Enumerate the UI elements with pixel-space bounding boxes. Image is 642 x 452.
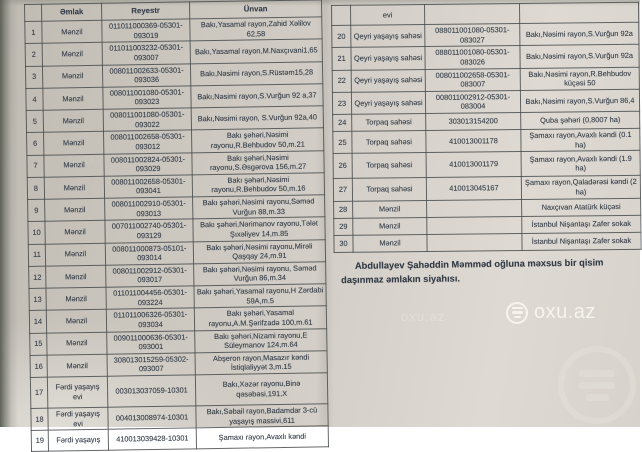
cell-unvan: Bakı,Nəsimi rayon, S.Vurğun 92a,40 [191,106,323,130]
cell-unvan: Bakı şəhəri,Nizami rayonu,E Süleymanov 124,m.64 [195,328,327,352]
cell-emlak: evi [351,5,425,26]
header-emlak: Əmlak [42,3,102,21]
cell-reyestr: 410013001179 [426,152,521,178]
ghost-watermark: oxu.az [79,148,128,168]
cell-reyestr: 008011002912-05301-083004 [425,90,520,113]
header-num [25,4,42,21]
cell-num: 29 [334,218,353,235]
cell-reyestr: 011011006326-05301-093034 [106,308,194,332]
cell-emlak: Torpaq sahəsi [352,114,426,132]
cell-unvan: Bakı şəhəri,Yasamal rayonu,H Zərdabi 59A,m.5 [194,284,326,308]
cell-reyestr: 088011001080-05301-083026 [425,46,520,69]
cell-reyestr: 004013008974-10301 [108,406,196,430]
cell-unvan: Bakı,Yasamal rayon,M.Naxçıvani1,65 [190,39,322,63]
cell-emlak: Mənzil [46,265,106,288]
table-row [334,232,641,252]
cell-emlak: Qeyri yaşayış sahəsi [351,47,425,70]
cell-num: 8 [27,177,44,200]
cell-reyestr: 008011001080-05301-093023 [103,86,191,110]
cell-num: 23 [332,92,351,114]
table-row [332,45,639,70]
cell-reyestr: 011011003232-05301-093007 [102,41,190,65]
ghost-watermark: oxu.az [615,39,632,87]
cell-unvan: Quba şəhəri (0,8007 ha) [521,111,640,129]
cell-emlak: Qeyri yaşayış sahəsi [351,69,425,92]
cell-num: 12 [29,266,46,289]
cell-unvan: Bakı,Xəzər rayonu,Binə qəsəbəsi,191,X [195,373,327,406]
cell-emlak: Fərdi yaşayış [48,429,108,451]
cell-emlak: Mənzil [45,198,105,221]
header-reyestr: Reyestr [101,2,189,20]
cell-num: 28 [334,201,353,218]
cell-reyestr: 008011002824-05301-093029 [104,152,192,176]
cell-emlak: Mənzil [44,154,104,177]
table-row [333,128,640,153]
ghost-logo-icon [558,346,636,424]
cell-emlak: Mənzil [42,65,102,88]
cell-emlak: Mənzil [47,332,107,355]
cell-num: 9 [28,199,45,222]
cell-emlak: Mənzil [43,109,103,132]
cell-unvan: Bakı şəhəri,Nəsimi rayonu, Səməd Vurğun 86,m.34 [194,262,326,286]
cell-emlak: Torpaq sahəsi [352,153,426,179]
cell-reyestr: 410013039428-10301 [108,428,196,450]
cell-unvan: Bakı,Yasamal rayon,Zahid Xəlilov 62,58 [190,17,322,41]
cell-unvan: Bakı,Nəsimi rayon,R.Behbudov küçəsi 50 [520,67,639,90]
cell-reyestr: 410013001178 [426,130,521,153]
cell-unvan: İstanbul Nişantaşı Zafer sokak [522,215,641,233]
cell-num [332,5,351,25]
cell-reyestr: 008011002658-05301-093041 [104,175,192,199]
cell-num: 3 [25,66,42,89]
cell-unvan: Bakı şəhəri,Nəsimi rayonu,R.Behbudov 50,m.21 [192,128,324,152]
property-table-left [24,0,329,452]
cell-num: 20 [332,25,351,47]
cell-emlak: Mənzil [46,309,106,332]
cell-emlak: Mənzil [353,200,427,218]
cell-emlak: Mənzil [42,20,102,43]
cell-reyestr: 003013037059-10301 [107,375,195,407]
cell-reyestr: 007011002740-05301-093129 [105,219,193,243]
cell-emlak: Torpaq sahəsi [352,178,426,201]
cell-num: 25 [333,131,352,153]
cell-num: 11 [28,244,45,267]
cell-reyestr: 008011002910-05301-093013 [105,197,193,221]
cell-num: 4 [26,88,43,111]
cell-reyestr [427,233,522,251]
table-row [31,426,328,452]
cell-unvan: Bakı,Nəsimi rayon,S.Rüstəm15,28 [190,61,322,85]
caption: Abdullayev Şahəddin Məmməd oğluna məxsus bir qisim daşınmaz əmlakın siyahısı. [341,257,604,286]
cell-reyestr: 008011002658-05301-083007 [425,68,520,91]
cell-reyestr [427,199,522,217]
cell-num: 19 [31,430,48,451]
cell-unvan: Naxçıvan Atatürk küçəsi [522,198,641,216]
cell-emlak: Mənzil [45,221,105,244]
cell-unvan [519,2,638,23]
cell-emlak: Mənzil [47,354,107,377]
cell-unvan: Şamaxı rayon,Avaxlı kəndi (0.1 ha) [521,128,640,151]
cell-emlak: Mənzil [45,243,105,266]
oxu-az-watermark [506,301,596,324]
cell-num: 6 [27,132,44,155]
cell-reyestr: 008011002658-05301-093012 [104,130,192,154]
cell-unvan: Bakı,Səbail rayon,Badamdar 3-cü yaşayış massivi,611 [196,404,328,428]
cell-unvan: Şamaxı rayon,Avaxlı kəndi (1.9 ha) [521,151,640,177]
cell-unvan: Şamaxı rayon,Qaladərəsi kəndi (2 ha) [521,176,640,199]
cell-emlak: Mənzil [353,217,427,235]
property-table-right [331,2,642,253]
cell-reyestr: 008011002633-05301-093036 [102,63,190,87]
cell-num: 2 [25,43,42,66]
cell-emlak: Mənzil [46,287,106,310]
cell-reyestr: 410013045167 [426,177,521,200]
cell-emlak: Mənzil [353,234,427,252]
cell-num: 17 [30,377,47,408]
cell-reyestr: 011011004456-05301-093224 [106,286,194,310]
table-row [332,89,639,114]
header-unvan: Ünvan [189,0,321,19]
cell-num: 14 [29,310,46,333]
cell-num: 26 [333,154,352,179]
cell-unvan: Bakı,Nəsimi rayon,S.Vurğun 92a [520,22,639,45]
cell-emlak: Qeyri yaşayış sahəsi [351,25,425,48]
cell-emlak: Qeyri yaşayış sahəsi [351,91,425,114]
cell-num: 16 [30,355,47,378]
cell-num: 21 [332,48,351,70]
table-row [332,22,639,47]
cell-unvan: Bakı şəhəri,Nərimanov rayonu,Tələt Şıxəliyev 14,m.85 [193,217,325,241]
oxu-logo-icon [506,302,528,324]
cell-unvan: Şamaxı rayon,Avaxlı kəndi [196,426,328,449]
cell-unvan: Bakı şəhəri,Nəsimi rayonu,Səməd Vurğun 88,m.33 [193,195,325,219]
left-table-body [25,17,329,452]
cell-reyestr: 008011001080-05301-093022 [103,108,191,132]
cell-num: 27 [333,179,352,201]
cell-reyestr: 011011000369-05301-093019 [102,19,190,43]
cell-num: 10 [28,221,45,244]
cell-emlak: Fərdi yaşayış evi [47,376,107,408]
cell-reyestr: 008011002912-05301-093017 [106,264,194,288]
cell-unvan: Bakı şəhəri,Nəsimi rayonu,Mirəli Qaşqay 24,m.91 [193,239,325,263]
watermark-text: oxu.az [401,309,446,324]
cell-reyestr [425,4,520,25]
cell-emlak: Fərdi yaşayış evi [48,407,108,430]
cell-unvan: Bakı,Nəsimi rayon,S.Vurğun 92 a,37 [191,84,323,108]
cell-emlak: Mənzil [43,87,103,110]
cell-reyestr [427,216,522,234]
cell-reyestr: 308013015259-05302-093007 [107,353,195,377]
left-table-wrap [24,0,329,452]
cell-unvan: Bakı şəhəri,Nəsimi rayonu,S.Əsgərova 156,m.27 [192,150,324,174]
cell-unvan: Bakı,Nəsimi rayon,S.Vurğun 92a [520,45,639,68]
cell-unvan: İstanbul Nişantaşı Zafer sokak [522,232,641,250]
cell-num: 5 [26,110,43,133]
right-table-wrap [331,2,642,253]
table-row [30,373,327,409]
cell-num: 18 [31,408,48,431]
cell-reyestr: 088011001080-05301-083027 [425,24,520,47]
right-table-body [332,22,641,252]
table-row [332,67,639,92]
cell-emlak: Mənzil [44,132,104,155]
cell-reyestr: 008011000873-05101-093014 [105,241,193,265]
table-row [333,176,640,201]
cell-unvan: Bakı,Nəsimi rayon,S.Vurğun 86,4 [520,89,639,112]
cell-reyestr: 303013154200 [426,113,521,131]
cell-unvan: Abşeron rayon,Masazır kəndi İstiqlaliyyət 3,m.15 [195,351,327,375]
cell-num: 13 [29,288,46,311]
cell-num: 22 [332,70,351,92]
table-row [333,151,640,179]
cell-emlak: Mənzil [44,176,104,199]
cell-unvan: Bakı şəhəri,Nəsimi rayonu,R.Behbudov 50,m.16 [192,173,324,197]
brand-text: oxu.az [534,301,596,323]
cell-reyestr: 009011000636-05301-093001 [107,330,195,354]
cell-unvan: Bakı şəhəri,Yasamal rayonu,A.M.Şərifzadə 100,m.61 [194,306,326,330]
cell-emlak: Mənzil [42,43,102,66]
cell-num: 7 [27,155,44,178]
cell-num: 1 [25,21,42,44]
cell-num: 24 [333,114,352,131]
cell-num: 15 [30,333,47,356]
cell-num: 30 [334,235,353,252]
cell-emlak: Torpaq sahəsi [352,131,426,154]
